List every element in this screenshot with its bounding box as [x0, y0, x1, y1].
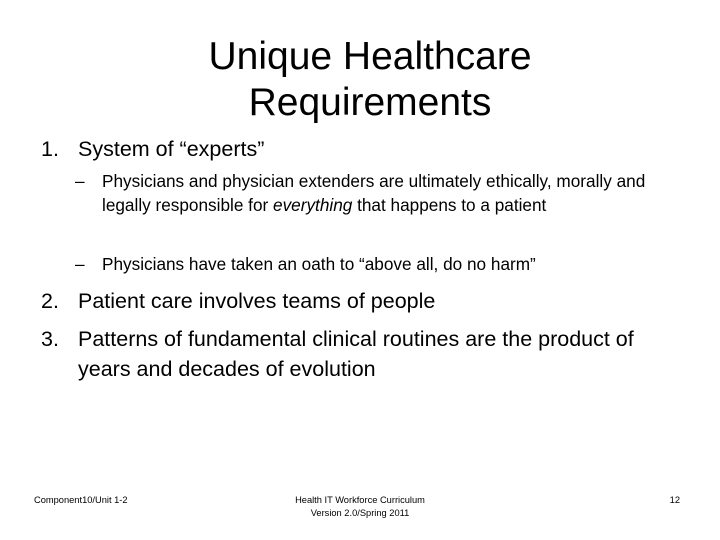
sub-item-1-2-text: Physicians have taken an oath to “above all, do no harm”	[102, 254, 536, 274]
list-item-2-text: Patient care involves teams of people	[78, 289, 436, 313]
sub-item-1-1-text-before: Physicians and physician extenders are ultimately ethically, morally and legally responsible for	[102, 171, 646, 215]
list-item-1-text: System of “experts”	[78, 137, 265, 161]
sub-item-1-2	[75, 252, 682, 276]
sub-item-1-1-emphasis: everything	[273, 195, 353, 215]
slide-title	[150, 34, 590, 126]
list-item-1	[41, 134, 688, 164]
footer-curriculum-line-1: Health IT Workforce Curriculum	[295, 495, 425, 505]
list-item-1-number: 1.	[41, 137, 59, 161]
list-item-3	[41, 324, 688, 384]
sub-item-1-1-bullet: –	[75, 171, 85, 191]
sub-item-1-1	[75, 169, 682, 217]
list-item-3-text: Patterns of fundamental clinical routines are the product of years and decades of evolution	[78, 327, 634, 381]
footer-curriculum-line-2: Version 2.0/Spring 2011	[310, 508, 410, 518]
sub-item-1-1-text-after: that happens to a patient	[352, 195, 547, 215]
footer-component-label: Component10/Unit 1-2	[34, 495, 128, 505]
page-number: 12	[669, 495, 680, 505]
list-item-3-number: 3.	[41, 327, 59, 351]
list-item-2	[41, 286, 688, 316]
list-item-2-number: 2.	[41, 289, 59, 313]
slide-title-line-2: Requirements	[248, 81, 492, 124]
footer-curriculum	[260, 494, 460, 520]
slide-title-line-1: Unique Healthcare	[208, 35, 532, 78]
sub-item-1-2-bullet: –	[75, 254, 85, 274]
